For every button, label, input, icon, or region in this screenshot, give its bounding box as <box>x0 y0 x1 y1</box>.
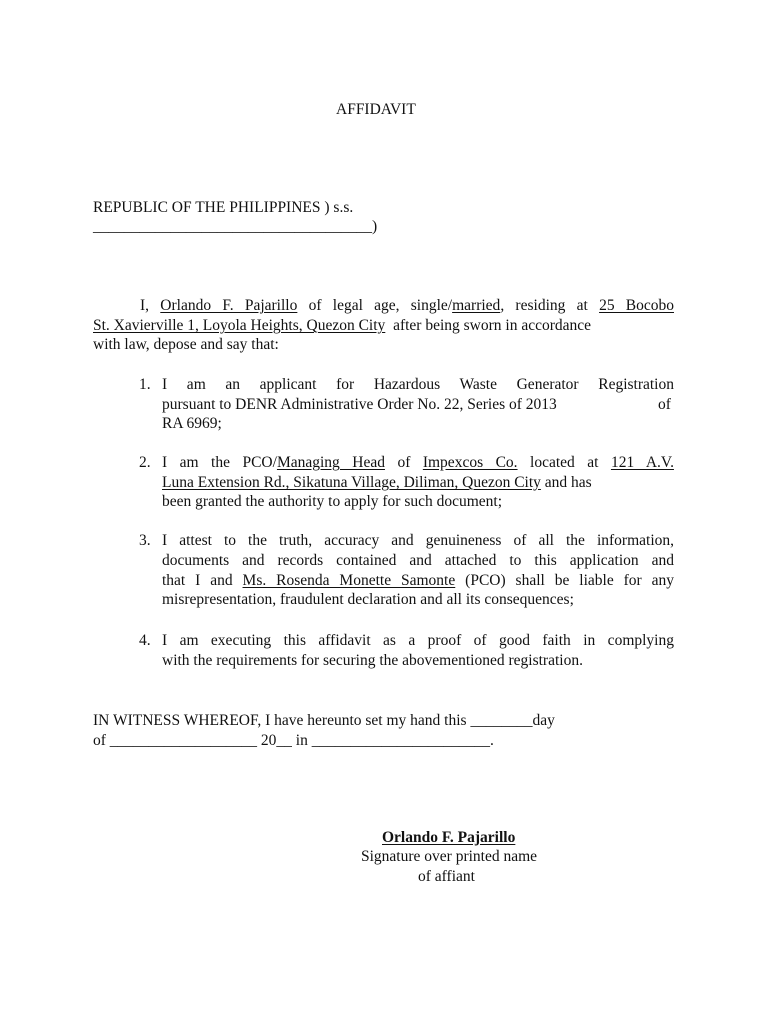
intro-text: , residing at <box>500 297 600 314</box>
item-3-line-4: misrepresentation, fraudulent declaration and all its consequences; <box>162 591 574 608</box>
item-text: located at <box>517 454 611 471</box>
venue-line-2: ____________________________________) <box>93 218 378 235</box>
item-4-line-1: I am executing this affidavit as a proof of good faith in complying <box>162 632 674 649</box>
item-2-line-1 <box>162 454 674 472</box>
document-title: AFFIDAVIT <box>336 101 416 118</box>
item-1-line-1: I am an applicant for Hazardous Waste Generator Registration <box>162 376 674 393</box>
item-text: that I and <box>162 572 243 589</box>
signature-caption: Signature over printed name <box>361 848 538 865</box>
intro-line-1 <box>93 297 674 315</box>
item-number: 3. <box>139 532 151 549</box>
item-text: I am the PCO/ <box>162 454 277 471</box>
item-3-line-1: I attest to the truth, accuracy and genuineness of all the information, <box>162 532 674 549</box>
item-2-line-3: been granted the authority to apply for such document; <box>162 493 503 510</box>
item-1-line-3: RA 6969; <box>162 415 222 432</box>
item-3-line-3 <box>162 572 674 590</box>
item-number: 4. <box>139 632 151 649</box>
intro-line-3: with law, depose and say that: <box>93 336 279 353</box>
address-part-1: 25 Bocobo <box>599 297 674 314</box>
signatory-name: Orlando F. Pajarillo <box>382 829 516 846</box>
civil-status: married <box>452 297 501 314</box>
item-1-line-2: pursuant to DENR Administrative Order No. 22, Series of 2013 <box>162 396 557 413</box>
intro-text: after being sworn in accordance <box>385 317 592 334</box>
item-2-line-2 <box>162 474 592 492</box>
witness-line-2: of ___________________ 20__ in _______________________. <box>93 732 494 749</box>
affiant-role: Managing Head <box>276 454 385 471</box>
item-3-line-2: documents and records contained and attached to this application and <box>162 552 674 569</box>
company-address-part-1: 121 A.V. <box>610 454 674 471</box>
item-text: (PCO) shall be liable for any <box>455 572 674 589</box>
intro-text: of legal age, single/ <box>297 297 453 314</box>
item-number: 1. <box>139 376 151 393</box>
item-text: and has <box>540 474 592 491</box>
witness-line-1: IN WITNESS WHEREOF, I have hereunto set my hand this ________day <box>93 712 555 729</box>
venue-line-1: REPUBLIC OF THE PHILIPPINES ) s.s. <box>93 199 354 216</box>
pco-name: Ms. Rosenda Monette Samonte <box>242 572 456 589</box>
company-address-part-2: Luna Extension Rd., Sikatuna Village, Diliman, Quezon City <box>162 474 541 491</box>
item-text: of <box>384 454 423 471</box>
intro-text: I, <box>140 297 150 314</box>
item-4-line-2: with the requirements for securing the abovementioned registration. <box>162 652 583 669</box>
intro-line-2 <box>93 317 591 335</box>
company-name: Impexcos Co. <box>422 454 518 471</box>
signature-caption-2: of affiant <box>418 868 475 885</box>
affiant-name: Orlando F. Pajarillo <box>160 297 298 314</box>
item-1-line-2-end: of <box>658 396 671 413</box>
item-number: 2. <box>139 454 151 471</box>
address-part-2: St. Xavierville 1, Loyola Heights, Quezon City <box>93 317 386 334</box>
